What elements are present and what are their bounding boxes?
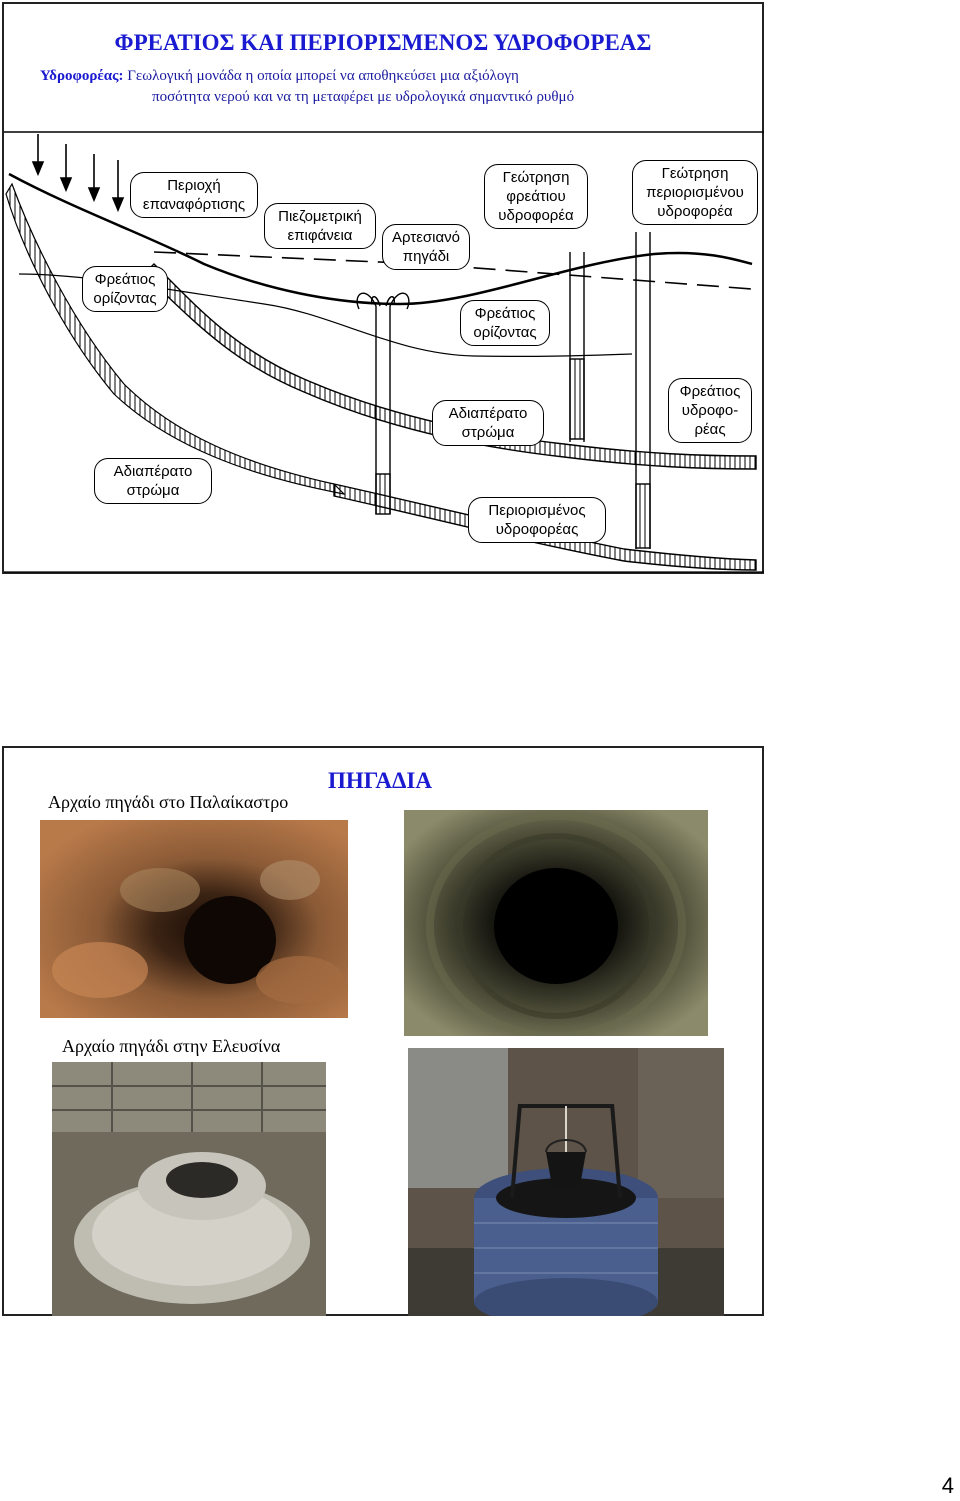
label-water-table-left: Φρεάτιος ορίζοντας (82, 266, 168, 312)
slide-title-wells: ΠΗΓΑΔΙΑ (328, 768, 432, 793)
photo-deep-stone-well (404, 810, 708, 1036)
page-number: 4 (941, 1473, 954, 1498)
definition-text (40, 66, 740, 108)
label-phreatic-aquifer: Φρεάτιος υδροφο-ρέας (668, 378, 752, 443)
slide-aquifers (2, 2, 764, 574)
definition-term: Υδροφορέας: (40, 68, 124, 84)
definition-line-1: Γεωλογική μονάδα η οποία μπορεί να αποθηκεύσει μια αξιόλογη (127, 68, 519, 84)
slide-title: ΦΡΕΑΤΙΟΣ ΚΑΙ ΠΕΡΙΟΡΙΣΜΕΝΟΣ ΥΔΡΟΦΟΡΕΑΣ (114, 30, 652, 55)
label-phreatic-well-drill: Γεώτρηση φρεάτιου υδροφορέα (484, 164, 588, 229)
caption-eleusis: Αρχαίο πηγάδι στην Ελευσίνα (62, 1036, 281, 1056)
label-confined-aquifer: Περιορισμένος υδροφορέας (468, 497, 606, 543)
label-piezometric-surface: Πιεζομετρική επιφάνεια (264, 203, 376, 249)
label-artesian-well: Αρτεσιανό πηγάδι (382, 224, 470, 270)
label-recharge-area: Περιοχή επαναφόρτισης (130, 172, 258, 218)
slide-wells (2, 746, 764, 1316)
label-impermeable-center: Αδιαπέρατο στρώμα (432, 400, 544, 446)
label-impermeable-left: Αδιαπέρατο στρώμα (94, 458, 212, 504)
recharge-arrows-icon (33, 134, 123, 210)
label-water-table-center: Φρεάτιος ορίζοντας (460, 300, 550, 346)
photo-eleusis-well (52, 1062, 326, 1316)
phreatic-well (570, 252, 584, 442)
photo-modern-well-bucket (408, 1048, 724, 1316)
definition-line-2: ποσότητα νερού και να τη μεταφέρει με υδρολογικά σημαντικό ρυθμό (152, 89, 575, 105)
caption-palaikastro: Αρχαίο πηγάδι στο Παλαίκαστρο (48, 792, 289, 812)
label-confined-well-drill: Γεώτρηση περιορισμένου υδροφορέα (632, 160, 758, 225)
photo-palaikastro-well (40, 820, 348, 1018)
